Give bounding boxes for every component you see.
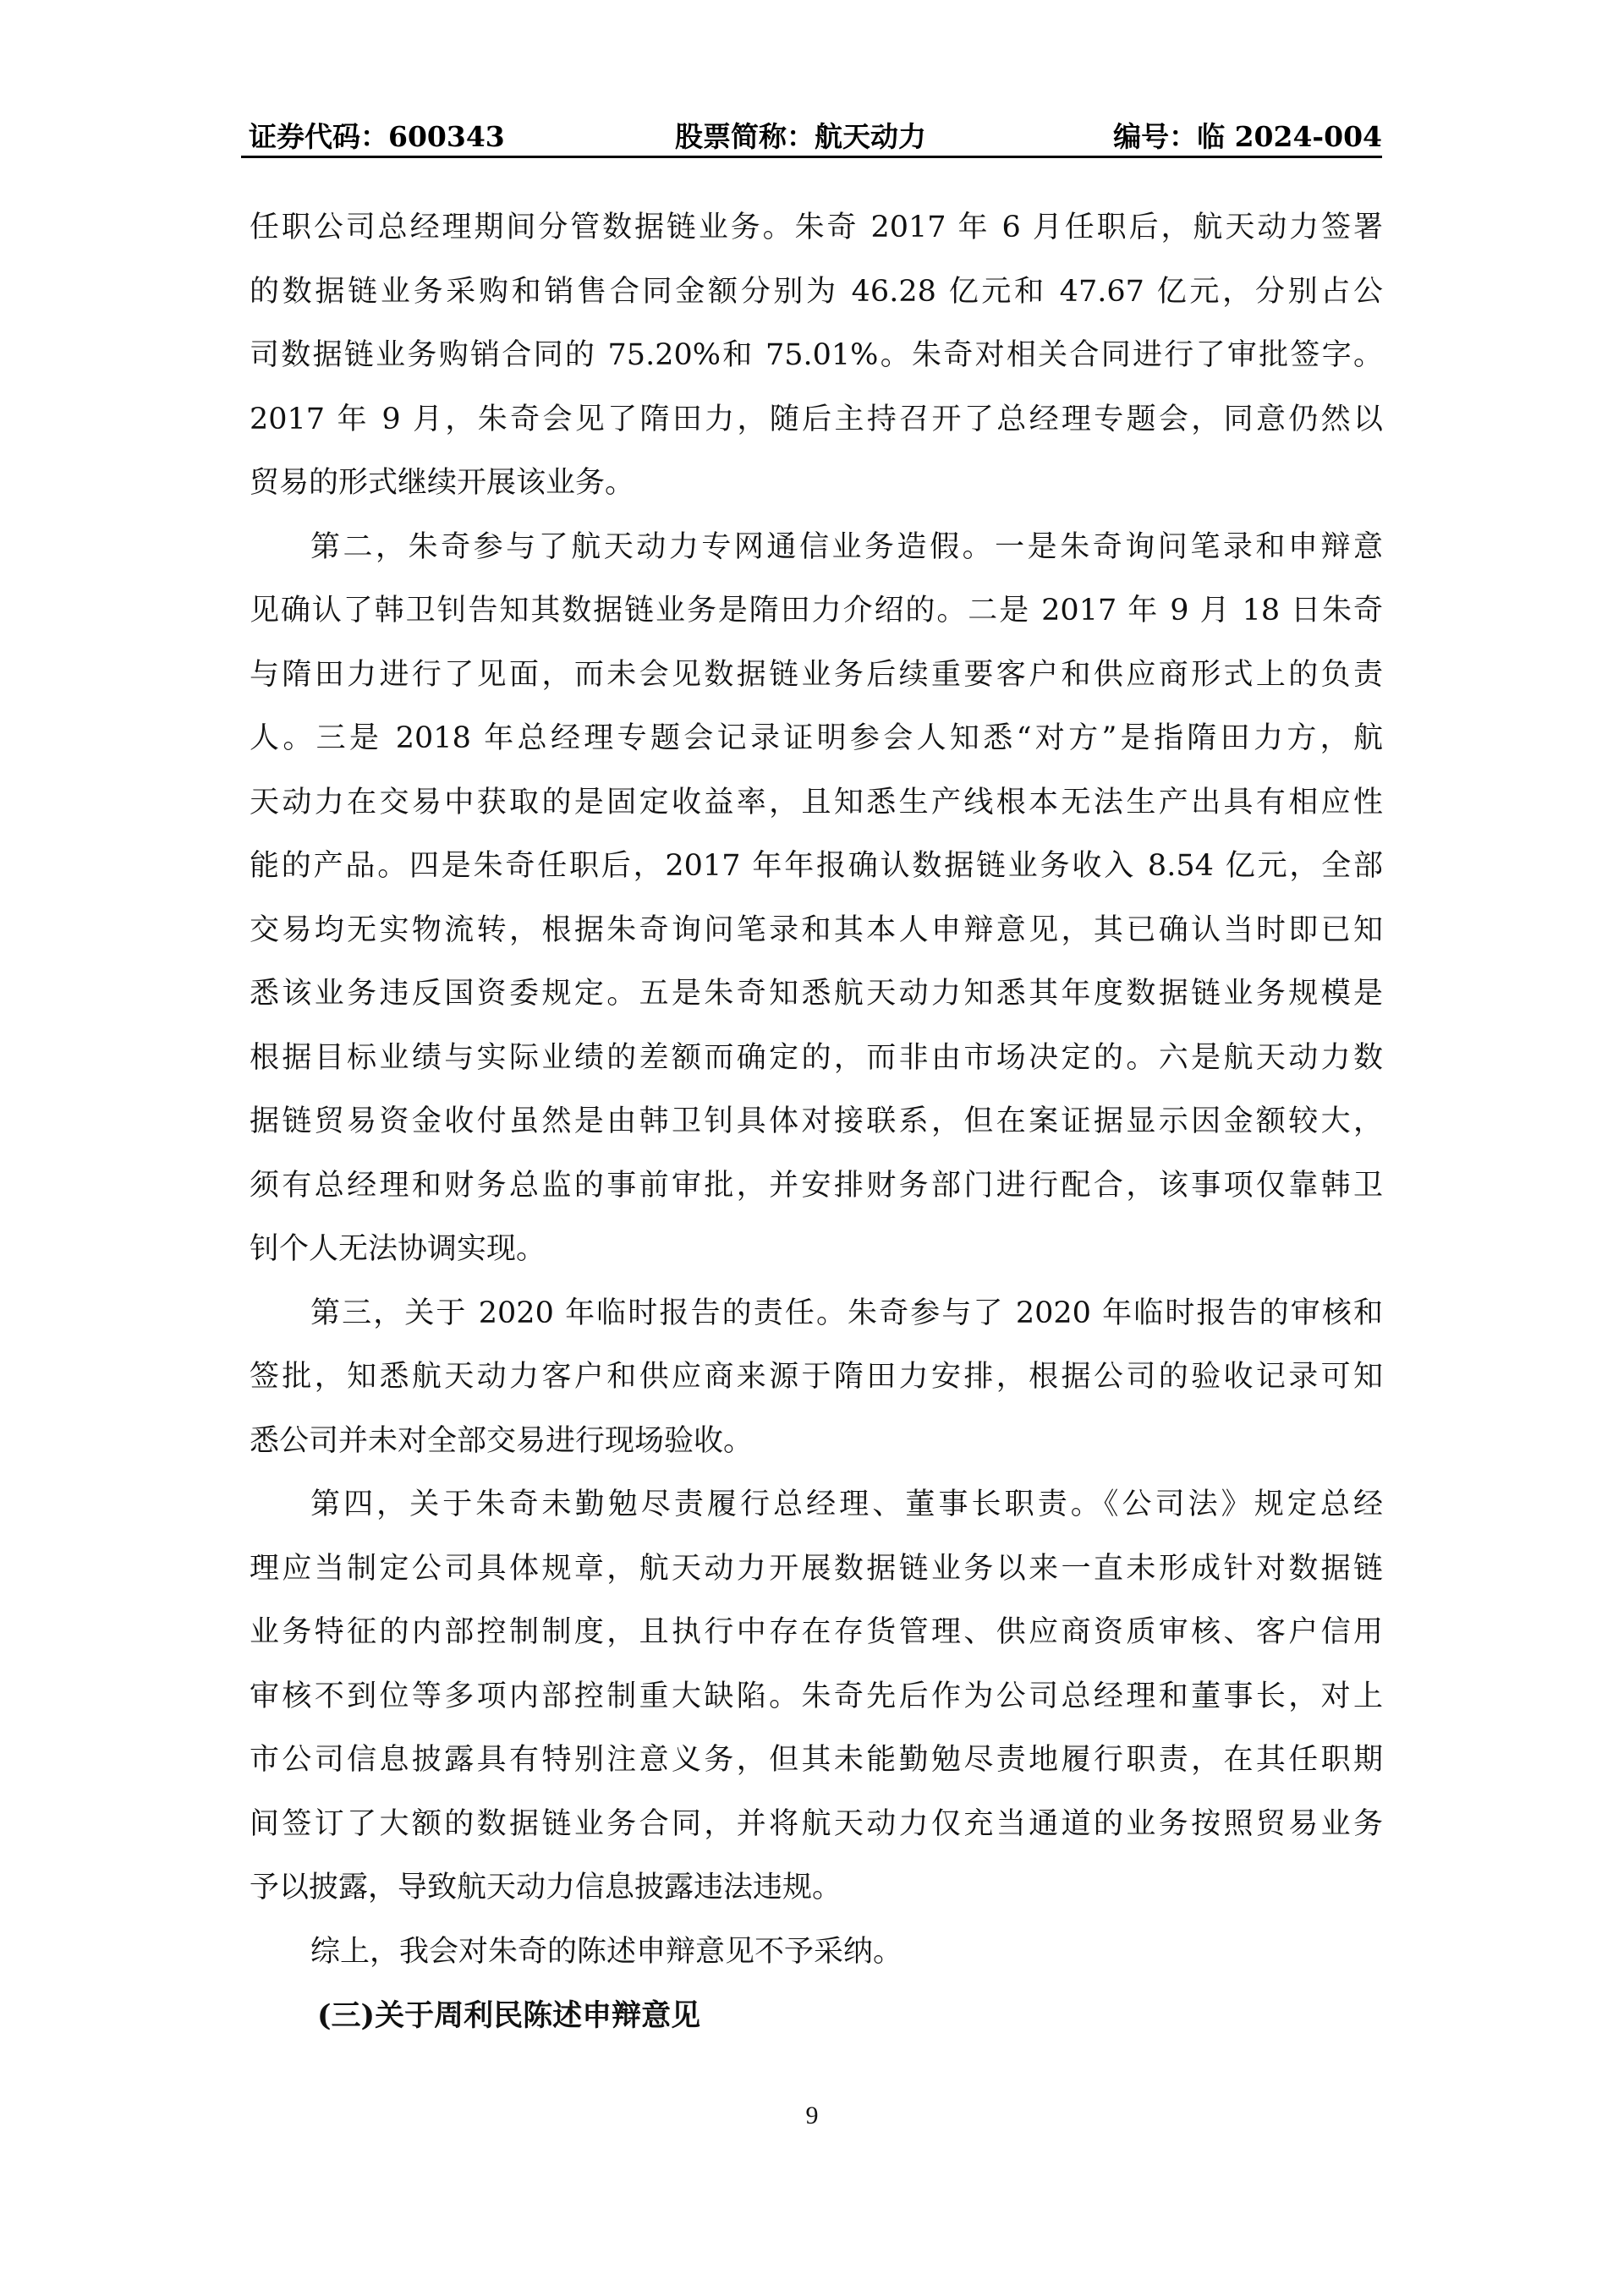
paragraph-start-line: 第三，关于 2020 年临时报告的责任。朱奇参与了 2020 年临时报告的审核和 bbox=[310, 1296, 1383, 1330]
text-line: 业务特征的内部控制制度，且执行中存在存货管理、供应商资质审核、客户信用 bbox=[250, 1615, 1383, 1649]
text-line: 审核不到位等多项内部控制重大缺陷。朱奇先后作为公司总经理和董事长，对上 bbox=[250, 1679, 1383, 1713]
section-heading: (三)关于周利民陈述申辩意见 bbox=[317, 1998, 701, 2033]
header-rule bbox=[241, 156, 1382, 158]
text-line: 间签订了大额的数据链业务合同，并将航天动力仅充当通道的业务按照贸易业务 bbox=[250, 1806, 1383, 1841]
text-line: 根据目标业绩与实际业绩的差额而确定的，而非由市场决定的。六是航天动力数 bbox=[250, 1040, 1383, 1075]
serial-number: 编号：临 2024-004 bbox=[1113, 120, 1382, 153]
text-line: 司数据链业务购销合同的 75.20%和 75.01%。朱奇对相关合同进行了审批签字。 bbox=[250, 338, 1383, 372]
text-line: 能的产品。四是朱奇任职后，2017 年年报确认数据链业务收入 8.54 亿元，全部 bbox=[250, 849, 1383, 883]
page-header bbox=[242, 118, 1382, 156]
text-line: 贸易的形式继续开展该业务。 bbox=[250, 466, 635, 500]
text-line: 见确认了韩卫钊告知其数据链业务是隋田力介绍的。二是 2017 年 9 月 18 日朱奇 bbox=[250, 594, 1383, 627]
text-line: 予以披露，导致航天动力信息披露违法违规。 bbox=[250, 1871, 842, 1904]
page-number: 9 bbox=[805, 2101, 819, 2129]
text-line: 交易均无实物流转，根据朱奇询问笔录和其本人申辩意见，其已确认当时即已知 bbox=[250, 912, 1383, 947]
text-line: 须有总经理和财务总监的事前审批，并安排财务部门进行配合，该事项仅靠韩卫 bbox=[250, 1168, 1383, 1203]
text-line: 人。三是 2018 年总经理专题会记录证明参会人知悉“对方”是指隋田力方，航 bbox=[250, 721, 1383, 755]
paragraph-start-line: 第二，朱奇参与了航天动力专网通信业务造假。一是朱奇询问笔录和申辩意 bbox=[310, 529, 1383, 564]
text-line: 与隋田力进行了见面，而未会见数据链业务后续重要客户和供应商形式上的负责 bbox=[250, 657, 1383, 692]
text-line: 理应当制定公司具体规章，航天动力开展数据链业务以来一直未形成针对数据链 bbox=[250, 1551, 1383, 1586]
text-line: 任职公司总经理期间分管数据链业务。朱奇 2017 年 6 月任职后，航天动力签署 bbox=[250, 211, 1383, 244]
security-code: 证券代码：600343 bbox=[249, 120, 505, 153]
text-line: 市公司信息披露具有特别注意义务，但其未能勤勉尽责地履行职责，在其任职期 bbox=[250, 1743, 1383, 1777]
paragraph-start-line: 第四，关于朱奇未勤勉尽责履行总经理、董事长职责。《公司法》规定总经 bbox=[310, 1488, 1383, 1521]
text-line: 据链贸易资金收付虽然是由韩卫钊具体对接联系，但在案证据显示因金额较大， bbox=[250, 1104, 1383, 1138]
conclusion-line: 综上，我会对朱奇的陈述申辩意见不予采纳。 bbox=[310, 1934, 903, 1969]
body-text bbox=[250, 196, 1383, 2048]
text-line: 签批，知悉航天动力客户和供应商来源于隋田力安排，根据公司的验收记录可知 bbox=[250, 1360, 1383, 1394]
text-line: 天动力在交易中获取的是固定收益率，且知悉生产线根本无法生产出具有相应性 bbox=[250, 785, 1383, 819]
text-line: 钊个人无法协调实现。 bbox=[250, 1232, 546, 1266]
text-line: 2017 年 9 月，朱奇会见了隋田力，随后主持召开了总经理专题会，同意仍然以 bbox=[250, 402, 1383, 436]
text-line: 的数据链业务采购和销售合同金额分别为 46.28 亿元和 47.67 亿元，分别占公 bbox=[250, 274, 1383, 309]
text-line: 悉该业务违反国资委规定。五是朱奇知悉航天动力知悉其年度数据链业务规模是 bbox=[250, 977, 1383, 1011]
stock-name: 股票简称：航天动力 bbox=[675, 120, 926, 153]
text-line: 悉公司并未对全部交易进行现场验收。 bbox=[250, 1423, 754, 1458]
